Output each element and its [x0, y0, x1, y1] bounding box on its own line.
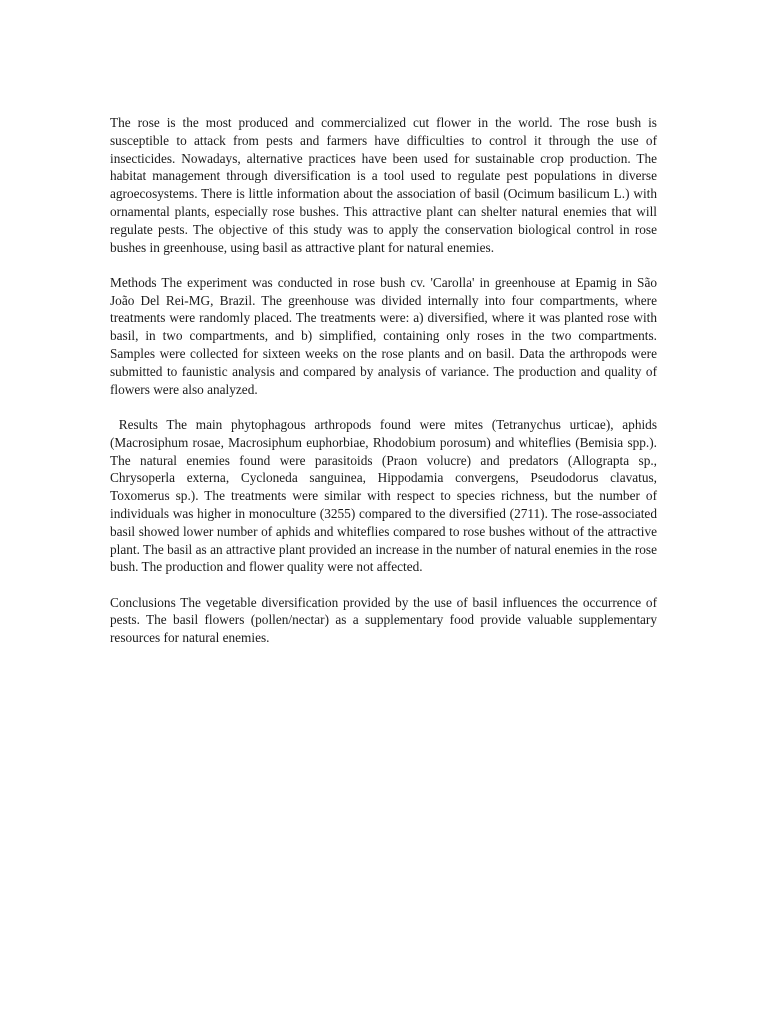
abstract-body	[110, 114, 661, 665]
paragraph-methods: Methods The experiment was conducted in rose bush cv. 'Carolla' in greenhouse at Epamig in São João Del Rei-MG, Brazil. The greenhouse was divided internally into four compartments, where treatments were randomly placed. The treatments were: a) diversified, where it was planted rose with basil, in two compartments, and b) simplified, containing only roses in the two compartments. Samples were collected for sixteen weeks on the rose plants and on basil. Data the arthropods were submitted to faunistic analysis and compared by analysis of variance. The production and quality of flowers were also analyzed.	[110, 274, 661, 397]
paragraph-introduction: The rose is the most produced and commercialized cut flower in the world. The rose bush is susceptible to attack from pests and farmers have difficulties to control it through the use of insecticides. Nowadays, alternative practices have been used for sustainable crop production. The habitat management through diversification is a tool used to regulate pest populations in diverse agroecosystems. There is little information about the association of basil (Ocimum basilicum L.) with ornamental plants, especially rose bushes. This attractive plant can shelter natural enemies that will regulate pests. The objective of this study was to apply the conservation biological control in rose bushes in greenhouse, using basil as attractive plant for natural enemies.	[110, 115, 661, 255]
paragraph-results: Results The main phytophagous arthropods found were mites (Tetranychus urticae), aphids (Macrosiphum rosae, Macrosiphum euphorbiae, Rhodobium porosum) and whiteflies (Bemisia spp.). The natural enemies found were parasitoids (Praon volucre) and predators (Allograpta sp., Chrysoperla externa, Cycloneda sanguinea, Hippodamia convergens, Pseudodorus clavatus, Toxomerus sp.). The treatments were similar with respect to species richness, but the number of individuals was higher in monoculture (3255) compared to the diversified (2711). The rose-associated basil showed lower number of aphids and whiteflies compared to rose bushes without of the attractive plant. The basil as an attractive plant provided an increase in the number of natural enemies in the rose bush. The production and flower quality were not affected.	[110, 416, 661, 575]
paragraph-conclusions: Conclusions The vegetable diversification provided by the use of basil influences the occurrence of pests. The basil flowers (pollen/nectar) as a supplementary food provide valuable supplementary resources for natural enemies.	[110, 594, 661, 646]
